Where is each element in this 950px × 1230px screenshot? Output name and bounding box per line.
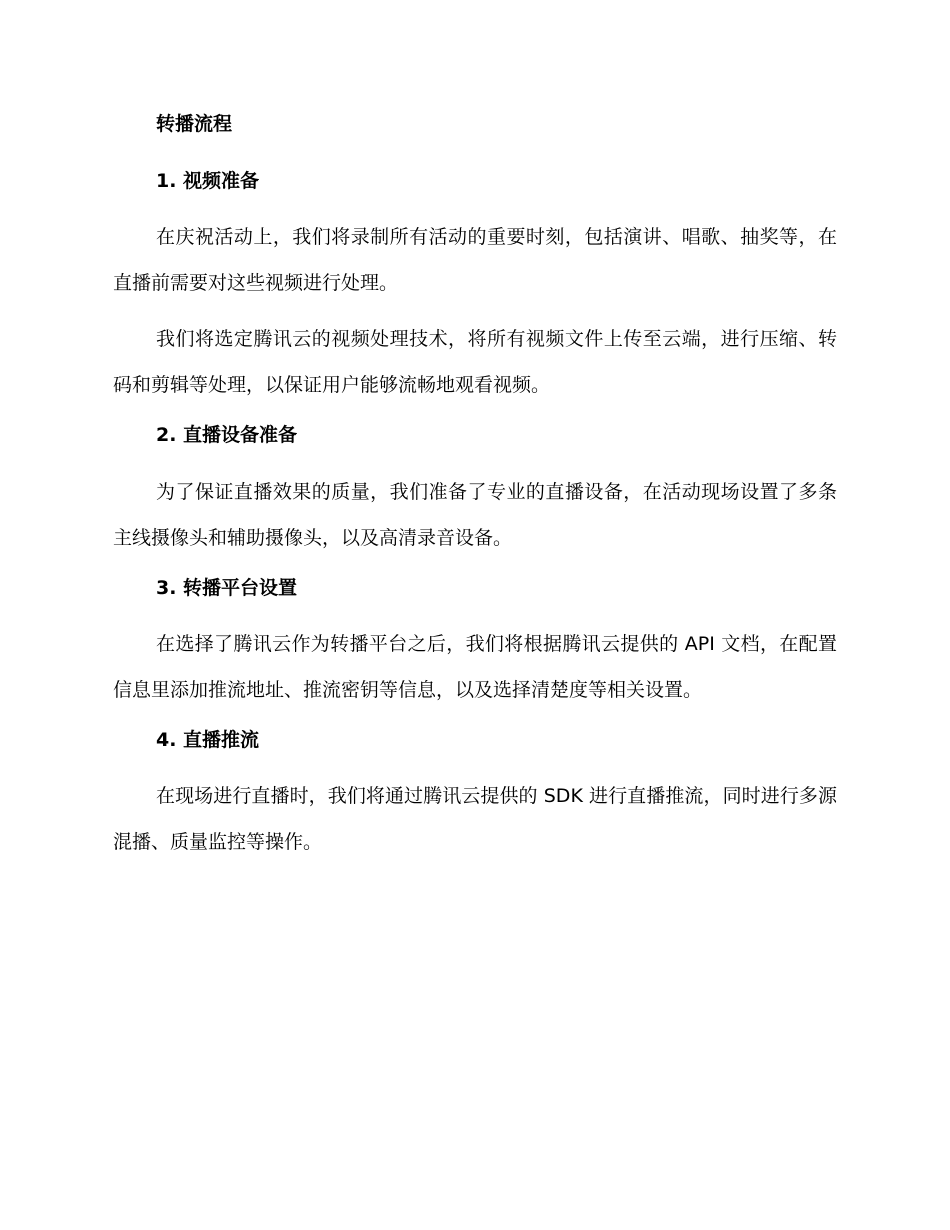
document-page	[113, 110, 837, 865]
section-heading-equipment-prep: 2. 直播设备准备	[156, 424, 298, 446]
section-paragraph: 为了保证直播效果的质量，我们准备了专业的直播设备，在活动现场设置了多条主线摄像头和辅助摄像头，以及高清录音设备。	[113, 481, 837, 549]
section-paragraph: 在现场进行直播时，我们将通过腾讯云提供的 SDK 进行直播推流，同时进行多源混播、质量监控等操作。	[113, 785, 837, 853]
section-paragraph: 在选择了腾讯云作为转播平台之后，我们将根据腾讯云提供的 API 文档，在配置信息里添加推流地址、推流密钥等信息，以及选择清楚度等相关设置。	[113, 633, 837, 701]
section-heading-live-push: 4. 直播推流	[156, 729, 260, 751]
document-title: 转播流程	[156, 113, 233, 135]
section-paragraph: 我们将选定腾讯云的视频处理技术，将所有视频文件上传至云端，进行压缩、转码和剪辑等处理，以保证用户能够流畅地观看视频。	[113, 328, 837, 396]
section-heading-video-prep: 1. 视频准备	[156, 170, 260, 192]
section-heading-platform-setup: 3. 转播平台设置	[156, 577, 298, 599]
section-paragraph: 在庆祝活动上，我们将录制所有活动的重要时刻，包括演讲、唱歌、抽奖等，在直播前需要对这些视频进行处理。	[113, 226, 837, 294]
